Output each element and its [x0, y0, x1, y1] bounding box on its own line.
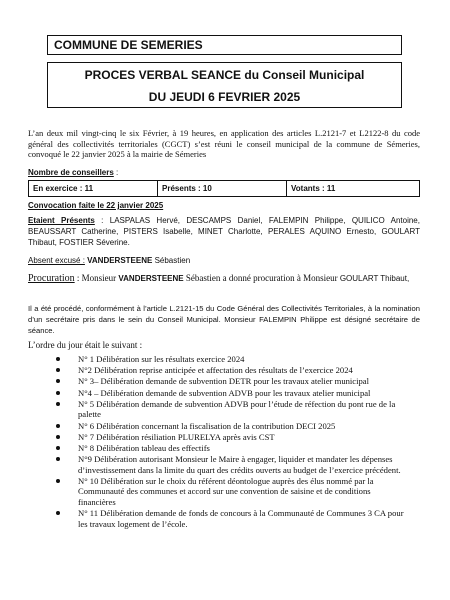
bullet-icon	[56, 479, 60, 483]
bullet-icon	[56, 357, 60, 361]
agenda-item-text: N° 8 Délibération tableau des effectifs	[78, 442, 210, 453]
agenda-item	[48, 365, 408, 376]
bullet-icon	[56, 457, 60, 461]
bullet-icon	[56, 391, 60, 395]
agenda-item-text: N° 10 Délibération sur le choix du référent déontologue auprès des élus nommé par la Communauté des communes et accord sur une convention de saisine et de conditions financières	[78, 475, 374, 508]
agenda-item-text: N° 11 Délibération demande de fonds de concours à la Communauté de Communes 3 CA pour les travaux logement de l’école.	[78, 508, 404, 529]
conseillers-heading-label: Nombre de conseillers	[28, 168, 114, 177]
votants-cell: Votants : 11	[287, 181, 420, 197]
bullet-icon	[56, 402, 60, 406]
bullet-icon	[56, 424, 60, 428]
absent-label: Absent excusé :	[28, 256, 85, 265]
conseillers-table	[28, 180, 420, 197]
agenda-item	[48, 376, 408, 387]
convocation-date: Convocation faite le 22 janvier 2025	[28, 201, 164, 210]
bullet-icon	[56, 511, 60, 515]
bullet-icon	[56, 368, 60, 372]
bullet-icon	[56, 446, 60, 450]
procuration-name-2: GOULART	[339, 274, 379, 283]
secretaire-paragraph: Il a été procédé, conformément à l’article L.2121-15 du Code Général des Collectivités Territoriales, à la nomination d’un secrétaire pris dans le sein du Conseil Municipal. Monsieur FALEMPIN Philippe est désigné secrétaire de séance.	[28, 304, 420, 335]
agenda-item	[48, 508, 408, 529]
pv-title: PROCES VERBAL SEANCE du Conseil Municipal	[84, 68, 365, 82]
agenda-item-text: N°2 Délibération reprise anticipée et affectation des résultats de l’exercice 2024	[78, 365, 353, 376]
conseillers-heading	[28, 168, 118, 177]
procuration-label: Procuration	[28, 273, 75, 284]
agenda-item	[48, 476, 408, 508]
intro-paragraph: L’an deux mil vingt-cinq le six Février, à 19 heures, en application des articles L.2121-7 et L2122-8 du code général des collectivités territoriales (CGCT) s’est réuni le conseil municipal de la commune de Sémeries, convoqué le 22 janvier 2025 à la mairie de Sémeries	[28, 128, 420, 159]
procuration-name-1: VANDERSTEENE	[118, 274, 184, 283]
presents-cell: Présents : 10	[158, 181, 287, 197]
agenda-item-text: N° 5 Délibération demande de subvention ADVB pour l’étude de réfection du pont rue de la palette	[78, 398, 396, 420]
presents-paragraph	[28, 215, 420, 248]
agenda-item	[48, 354, 408, 365]
agenda-item	[48, 421, 408, 432]
agenda-item-text: N° 1 Délibération sur les résultats exercice 2024	[78, 354, 245, 364]
agenda-item	[48, 443, 408, 454]
absent-line	[28, 256, 190, 265]
procuration-paragraph	[28, 273, 420, 284]
agenda-item-text: N° 3– Délibération demande de subvention DETR pour les travaux atelier municipal	[78, 376, 370, 387]
conseillers-heading-suffix: :	[113, 168, 119, 177]
pv-date: DU JEUDI 6 FEVRIER 2025	[148, 90, 301, 104]
agenda-item-text: N°4 – Délibération demande de subvention ADVB pour les travaux atelier municipal	[78, 387, 371, 398]
agenda-item-text: N° 6 Délibération concernant la fiscalisation de la contribution DECI 2025	[78, 420, 336, 431]
pv-title-box	[47, 62, 402, 108]
bullet-icon	[56, 379, 60, 383]
agenda-item	[48, 454, 408, 475]
ordre-du-jour-heading: L’ordre du jour était le suivant :	[28, 340, 143, 350]
procuration-text-b: Sébastien a donné procuration à Monsieur	[183, 273, 340, 283]
agenda-item	[48, 432, 408, 443]
agenda-item	[48, 399, 408, 420]
agenda-item	[48, 388, 408, 399]
procuration-text-a: : Monsieur	[74, 273, 119, 283]
procuration-text-c: Thibaut,	[378, 274, 410, 283]
agenda-item-text: N°9 Délibération autorisant Monsieur le Maire à engager, liquider et mandater les dépenses d’investissement dans la limite du quart des crédits ouverts au budget de l’exercice précédent.	[78, 454, 401, 475]
en-exercice-cell: En exercice : 11	[29, 181, 158, 197]
presents-list: : LASPALAS Hervé, DESCAMPS Daniel, FALEMPIN Philippe, QUILICO Antoine, BEAUSSART Catherine, PISTERS Isabelle, MINET Charlotte, PERALES AQUINO Ernesto, GOULART Thibaut, FOSTIER Séverine.	[28, 216, 420, 247]
agenda-item-text: N° 7 Délibération résiliation PLURELYA après avis CST	[78, 431, 275, 442]
commune-title: COMMUNE DE SEMERIES	[47, 35, 402, 55]
presents-label: Etaient Présents	[28, 216, 95, 225]
absent-name: VANDERSTEENE	[84, 256, 153, 265]
agenda-list	[48, 354, 408, 530]
absent-firstname: Sébastien	[152, 256, 191, 265]
bullet-icon	[56, 435, 60, 439]
